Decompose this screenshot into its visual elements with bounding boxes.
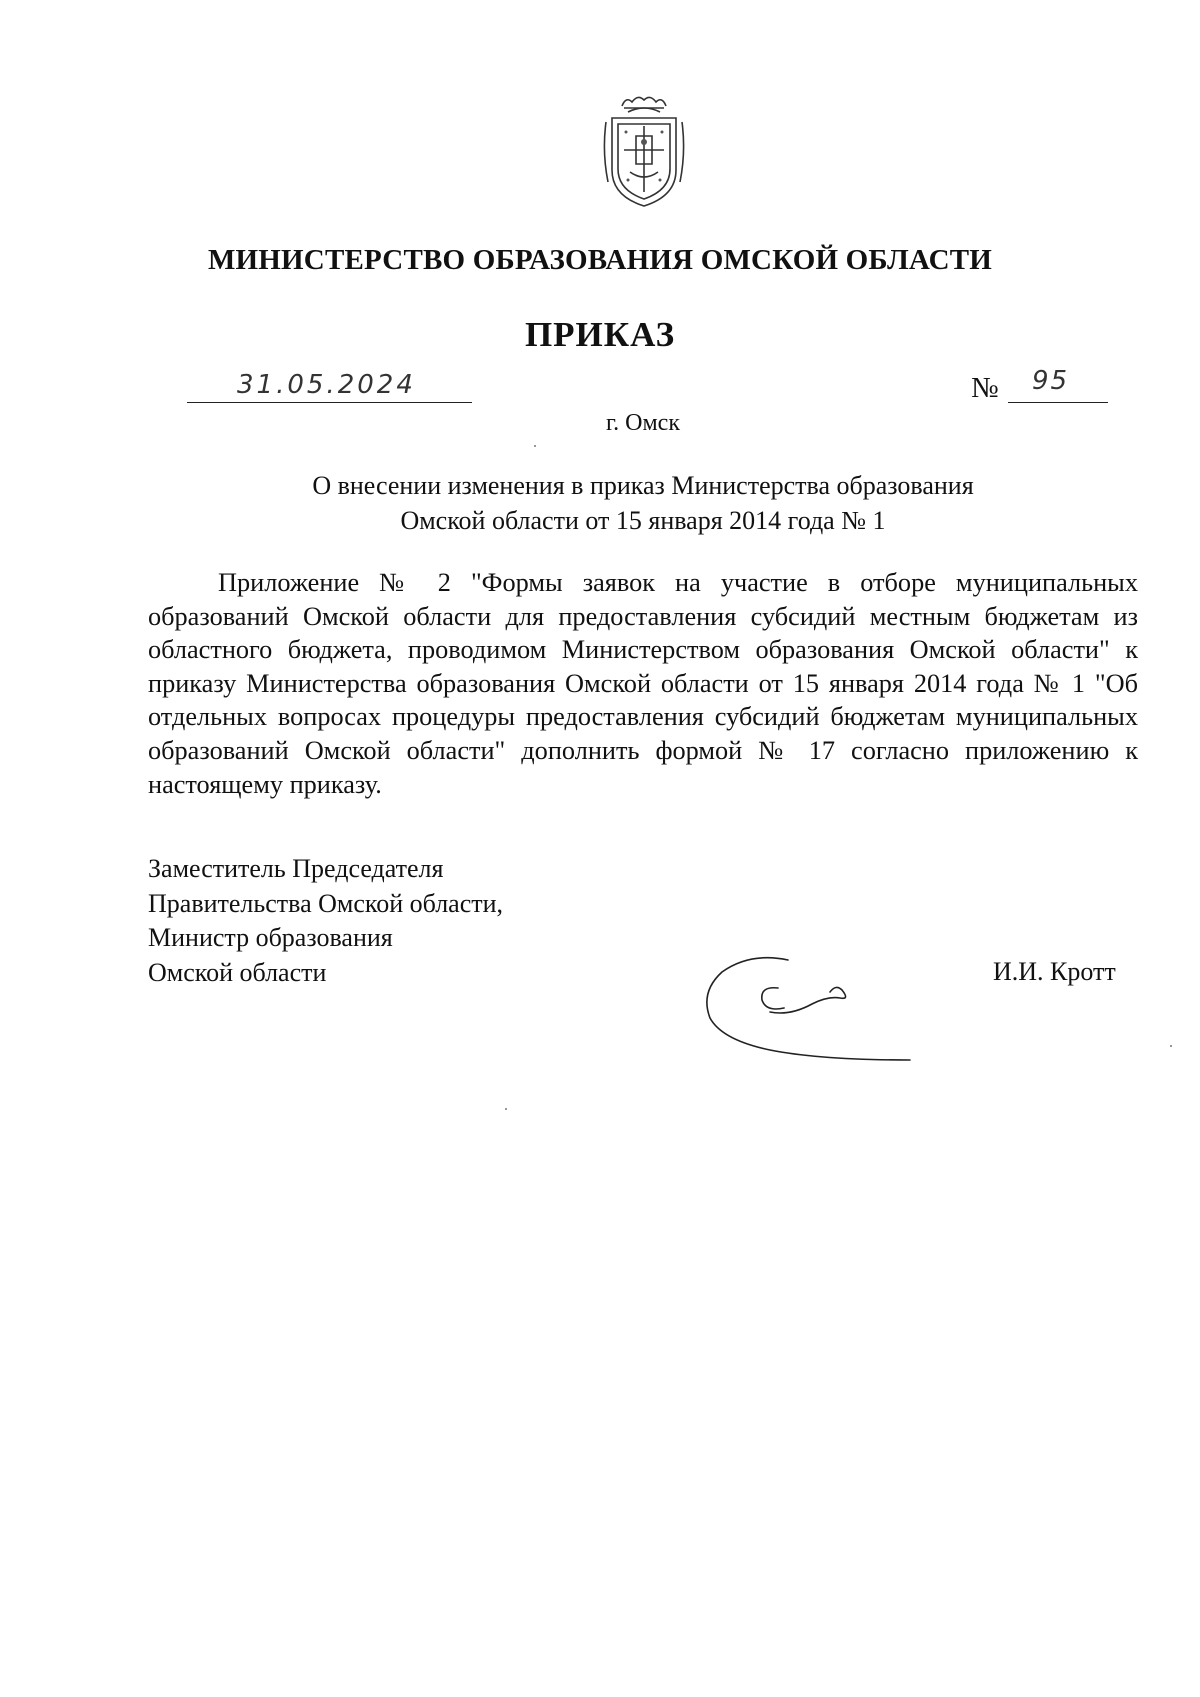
signer-position-line: Министр образования (148, 923, 393, 952)
ministry-title: МИНИСТЕРСТВО ОБРАЗОВАНИЯ ОМСКОЙ ОБЛАСТИ (207, 244, 993, 276)
order-date: 31.05.2024 (237, 370, 416, 400)
document-type-title: ПРИКАЗ (524, 315, 676, 354)
signer-position-line: Омской области (148, 957, 327, 987)
coat-of-arms-icon (594, 92, 694, 210)
signer-position-line: Заместитель Председателя (148, 854, 444, 883)
signer-name: И.И. Кротт (993, 957, 1116, 986)
handwritten-signature (700, 938, 930, 1068)
subject-line-2: Омской области от 15 января 2014 года № 1 (400, 506, 886, 535)
number-underline (1008, 402, 1108, 403)
order-number-label: № (971, 372, 999, 404)
signer-position-line: Правительства Омской области, (148, 888, 504, 918)
scan-speck (534, 445, 536, 447)
scan-speck (505, 1108, 507, 1110)
date-underline (187, 402, 472, 403)
signer-position (148, 852, 503, 990)
order-number: 95 (1032, 366, 1070, 396)
order-subject (0, 468, 1200, 538)
subject-line-1: О внесении изменения в приказ Министерства образования (312, 471, 974, 500)
order-body-paragraph: Приложение № 2 "Формы заявок на участие в отборе муниципальных образований Омской области для предоставления субсидий местным бюджетам из областного бюджета, проводимом Министерством образования Омской области" к приказу Министерства образования Омской области от 15 января 2014 года № 1 "Об отдельных вопросах процедуры предоставления субсидий бюджетам муниципальных образований Омской области" дополнить формой № 17 согласно приложению к настоящему приказу. (148, 568, 1138, 799)
scan-speck (1170, 1045, 1172, 1047)
city-label: г. Омск (606, 410, 680, 436)
